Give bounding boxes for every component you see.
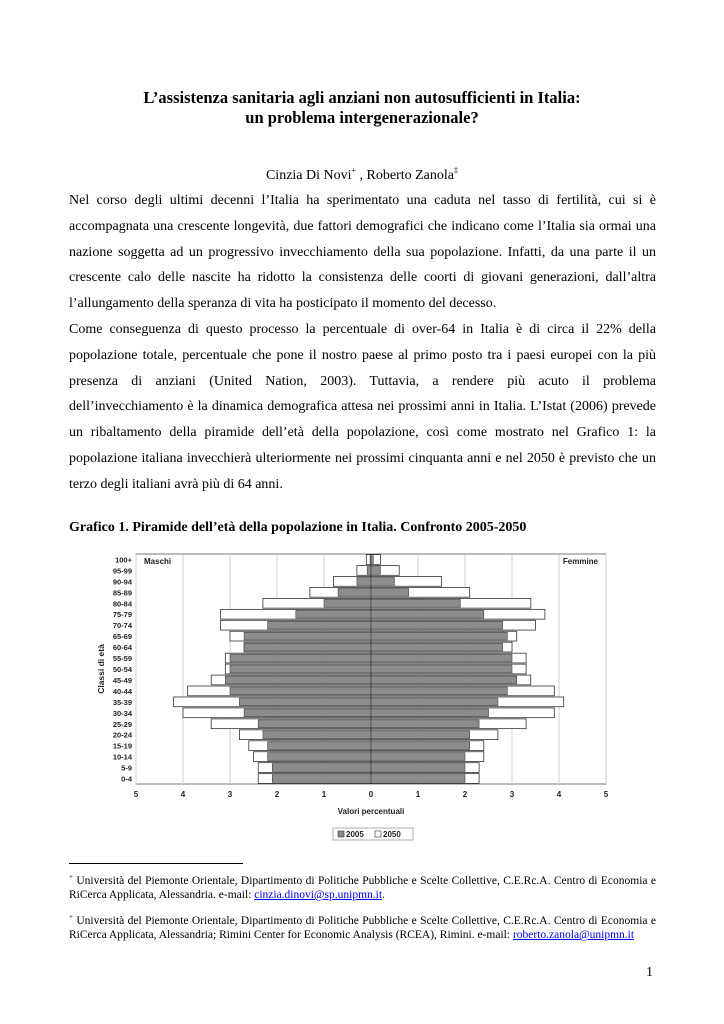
bar-2005-female [371, 632, 507, 640]
legend-box [333, 828, 413, 840]
legend-swatch-2050 [375, 831, 381, 837]
age-class-label: 90-94 [112, 577, 132, 587]
bar-2005-female [371, 599, 460, 607]
footnote-2-mark: + [69, 913, 73, 921]
x-tick-label: 0 [368, 790, 374, 799]
x-tick-label: 4 [556, 790, 562, 799]
footnote-2-email-link[interactable]: roberto.zanola@unipmn.it [512, 929, 635, 941]
bar-2005-female [371, 567, 380, 575]
age-class-label: 60-64 [112, 643, 132, 653]
authors [0, 166, 724, 184]
bar-2005-male [272, 775, 371, 783]
bar-2005-female [371, 621, 503, 629]
x-tick-label: 2 [462, 790, 468, 799]
age-class-label: 70-74 [112, 621, 132, 631]
footnote-1-text: Università del Piemonte Orientale, Dipartimento di Politiche Pubbliche e Scelte Collettive, C.E.Rc.A. Centro di Economia e RiCerca Applicata, Alessandria. e-mail: [69, 875, 656, 901]
title-line-1: L’assistenza sanitaria agli anziani non autosufficienti in Italia: [143, 88, 581, 107]
age-class-label: 95-99 [112, 566, 132, 576]
bar-2005-female [371, 687, 507, 695]
bar-2005-male [357, 578, 371, 586]
bar-2005-male [367, 567, 371, 575]
bar-2005-male [230, 687, 371, 695]
author-1-mark: + [351, 166, 357, 175]
figure-title: Grafico 1. Piramide dell’età della popolazione in Italia. Confronto 2005-2050 [69, 520, 527, 535]
author-separator: , [356, 168, 367, 183]
age-class-label: 80-84 [112, 599, 132, 609]
bar-2005-female [371, 610, 484, 618]
bar-2005-male [263, 731, 371, 739]
bar-2005-male [244, 643, 371, 651]
y-axis-label: Classi di età [96, 644, 106, 694]
age-class-label: 50-54 [112, 665, 132, 674]
legend-label-2050: 2050 [383, 830, 401, 839]
bar-2005-female [371, 764, 465, 772]
legend-swatch-2005 [338, 831, 344, 837]
paragraph-2: Come conseguenza di questo processo la percentuale di over-64 in Italia è di circa il 22% della popolazione totale, percentuale che pone il nostro paese al primo posto tra i paesi europei con la più presenza di anziani (United Nation, 2003). Tuttavia, a rendere più acuto il problema dell’invecchiamento è la dinamica demografica attesa nei prossimi anni in Italia. L’Istat (2006) prevede un ribaltamento della piramide dell’età della popolazione, così come mostrato nel Grafico 1: la popolazione italiana invecchierà ulteriormente nei prossimi cinquanta anni e nel 2050 è previsto che un terzo degli italiani avrà più di 64 anni. [69, 322, 656, 492]
age-class-label: 40-44 [112, 686, 132, 696]
bar-2005-female [371, 588, 409, 596]
chart-svg [68, 550, 658, 846]
x-tick-label: 5 [603, 790, 609, 799]
title-line-2: un problema intergenerazionale? [245, 108, 479, 127]
bar-2005-male [258, 720, 371, 728]
age-class-label: 20-24 [112, 730, 132, 740]
age-class-label: 35-39 [112, 697, 132, 707]
bar-2005-male [338, 588, 371, 596]
males-label: Maschi [144, 557, 172, 566]
age-class-label: 75-79 [112, 610, 132, 620]
bar-2005-male [268, 753, 371, 761]
age-class-label: 100+ [115, 555, 132, 565]
population-pyramid-chart [68, 550, 658, 846]
age-class-label: 55-59 [112, 654, 132, 664]
age-class-label: 0-4 [121, 774, 132, 784]
footnote-1 [69, 870, 656, 902]
bar-2005-female [371, 676, 517, 684]
footnote-rule [69, 863, 243, 864]
x-tick-label: 4 [180, 790, 186, 799]
bar-2005-female [371, 654, 512, 662]
bar-2005-male [230, 654, 371, 662]
paper-title [0, 88, 724, 128]
bar-2005-female [371, 578, 395, 586]
footnote-1-mark: + [69, 873, 73, 881]
bar-2005-male [244, 709, 371, 717]
bar-2005-male [230, 665, 371, 673]
bar-2005-male [272, 764, 371, 772]
author-2: Roberto Zanola [366, 168, 455, 183]
bar-2005-female [371, 709, 489, 717]
x-tick-label: 3 [227, 790, 233, 799]
bar-2005-female [371, 753, 465, 761]
bar-2005-female [371, 742, 470, 750]
females-label: Femmine [562, 557, 598, 566]
bar-2005-male [324, 599, 371, 607]
paragraph-1: Nel corso degli ultimi decenni l’Italia ha sperimentato una caduta nel tasso di fertilità, cui si è accompagnata una crescente longevità, due fattori demografici che indicano come l’Italia sia ormai una nazione soggetta ad un progressivo invecchiamento della sua popolazione. Infatti, da una parte il un crescente calo delle nascite ha ridotto la consistenza delle coorti di giovani generazioni, dall’altra l’allungamento della speranza di vita ha posticipato il momento del decesso. [69, 193, 656, 312]
bar-2005-female [371, 731, 470, 739]
author-2-mark: ‡ [454, 166, 459, 175]
bar-2005-male [268, 621, 371, 629]
age-class-label: 10-14 [112, 752, 132, 762]
x-tick-label: 1 [321, 790, 327, 799]
age-class-label: 45-49 [112, 675, 132, 685]
bar-2005-female [371, 698, 498, 706]
bar-2005-female [371, 775, 465, 783]
age-class-label: 25-29 [112, 719, 132, 729]
footnote-2-text: Università del Piemonte Orientale, Dipartimento di Politiche Pubbliche e Scelte Collettive, C.E.Rc.A. Centro di Economia e RiCerca Applicata, Alessandria; Rimini Center for Economic Analysis (RCEA), Rimini. e-mail: [69, 915, 656, 941]
x-axis-label: Valori percentuali [337, 807, 405, 816]
age-class-label: 85-89 [112, 588, 132, 598]
bar-2005-female [371, 556, 373, 564]
legend-label-2005: 2005 [346, 830, 364, 839]
footnote-1-end: . [382, 889, 385, 901]
x-tick-label: 3 [509, 790, 515, 799]
age-class-label: 15-19 [112, 741, 132, 751]
age-class-label: 65-69 [112, 632, 132, 642]
age-class-label: 5-9 [121, 763, 132, 773]
x-tick-label: 1 [415, 790, 421, 799]
age-class-label: 30-34 [112, 708, 132, 718]
bar-2005-male [225, 676, 371, 684]
bar-2005-male [296, 610, 371, 618]
bar-2005-female [371, 720, 479, 728]
bar-2005-male [268, 742, 371, 750]
bar-2005-female [371, 643, 503, 651]
footnote-1-email-link[interactable]: cinzia.dinovi@sp.unipmn.it [254, 889, 383, 901]
bar-2005-male [239, 698, 371, 706]
x-tick-label: 2 [274, 790, 280, 799]
bar-2005-female [371, 665, 512, 673]
x-tick-label: 5 [133, 790, 139, 799]
page-number: 1 [646, 965, 653, 980]
bar-2005-male [244, 632, 371, 640]
footnote-2 [69, 910, 656, 942]
author-1: Cinzia Di Novi [265, 168, 352, 183]
